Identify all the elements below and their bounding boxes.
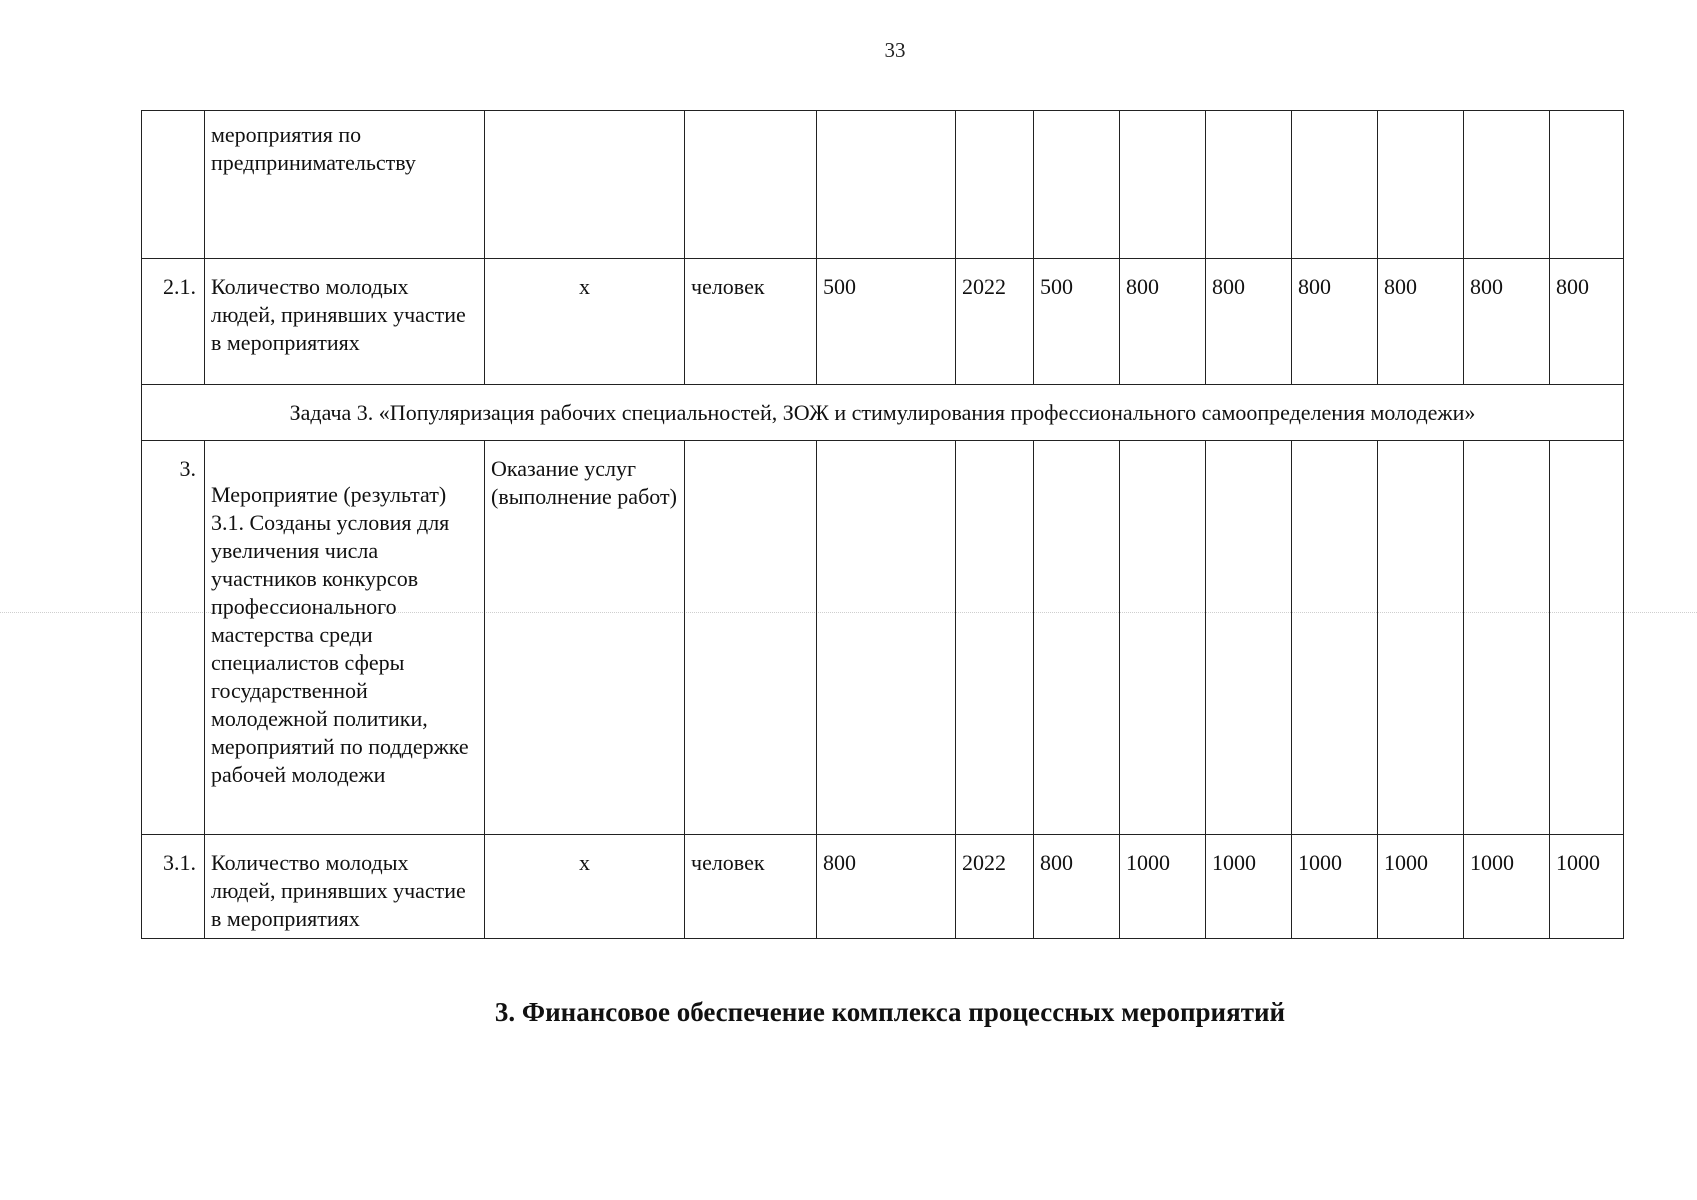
- cell-year-value: 800: [1464, 259, 1550, 385]
- cell-year-value: [1550, 441, 1624, 835]
- cell-year-value: [1378, 111, 1464, 259]
- cell-type: х: [485, 835, 685, 939]
- cell-year-value: 1000: [1378, 835, 1464, 939]
- cell-name: [205, 441, 485, 835]
- cell-year-value: [1464, 111, 1550, 259]
- table-row-2-1: [142, 259, 1624, 385]
- cell-base-value: [817, 111, 956, 259]
- cell-name: мероприятия по предпринимательству: [205, 111, 485, 259]
- cell-unit: человек: [685, 259, 817, 385]
- cell-year-value: [1550, 111, 1624, 259]
- cell-year-value: [1378, 441, 1464, 835]
- cell-year-value: [1292, 441, 1378, 835]
- cell-year-value: 800: [1292, 259, 1378, 385]
- cell-year-value: [1464, 441, 1550, 835]
- cell-num: 3.: [142, 441, 205, 835]
- table-row-3-1: [142, 835, 1624, 939]
- table-row-3: [142, 441, 1624, 835]
- cell-unit: человек: [685, 835, 817, 939]
- cell-year-value: 1000: [1292, 835, 1378, 939]
- cell-year-value: 1000: [1550, 835, 1624, 939]
- event-title: Мероприятие (результат) 3.1. Созданы условия для увеличения числа участников конкурсов профессионального мастерства среди специалистов сферы государственной молодежной политики, мероприятий по поддержке рабочей молодежи: [211, 482, 469, 787]
- cell-year-value: 1000: [1120, 835, 1206, 939]
- cell-year-value: 800: [1378, 259, 1464, 385]
- cell-num: [142, 111, 205, 259]
- task-heading: Задача 3. «Популяризация рабочих специальностей, ЗОЖ и стимулирования профессионального самоопределения молодежи»: [142, 385, 1624, 441]
- cell-year-value: 800: [1120, 259, 1206, 385]
- cell-year-value: 500: [1034, 259, 1120, 385]
- cell-base-year: 2022: [956, 835, 1034, 939]
- cell-base-year: [956, 111, 1034, 259]
- cell-base-value: 800: [817, 835, 956, 939]
- cell-year-value: [1120, 441, 1206, 835]
- cell-name: Количество молодых людей, принявших участие в мероприятиях: [205, 835, 485, 939]
- cell-base-value: 500: [817, 259, 956, 385]
- table-row-task-3: [142, 385, 1624, 441]
- cell-unit: [685, 111, 817, 259]
- cell-year-value: [1034, 111, 1120, 259]
- indicators-table: [141, 110, 1624, 939]
- cell-num: 2.1.: [142, 259, 205, 385]
- cell-num: 3.1.: [142, 835, 205, 939]
- cell-year-value: 1000: [1206, 835, 1292, 939]
- cell-year-value: [1206, 111, 1292, 259]
- section-heading: 3. Финансовое обеспечение комплекса процессных мероприятий: [494, 997, 1286, 1027]
- cell-year-value: 1000: [1464, 835, 1550, 939]
- table-row-continuation: [142, 111, 1624, 259]
- cell-type: Оказание услуг (выполнение работ): [485, 441, 685, 835]
- page-number: 33: [884, 38, 906, 62]
- cell-year-value: [1206, 441, 1292, 835]
- cell-year-value: [1120, 111, 1206, 259]
- cell-base-value: [817, 441, 956, 835]
- cell-year-value: [1292, 111, 1378, 259]
- cell-type: [485, 111, 685, 259]
- cell-type: х: [485, 259, 685, 385]
- cell-year-value: 800: [1034, 835, 1120, 939]
- cell-year-value: [1034, 441, 1120, 835]
- cell-year-value: 800: [1550, 259, 1624, 385]
- cell-name: Количество молодых людей, принявших участие в мероприятиях: [205, 259, 485, 385]
- cell-base-year: [956, 441, 1034, 835]
- cell-unit: [685, 441, 817, 835]
- cell-year-value: 800: [1206, 259, 1292, 385]
- cell-base-year: 2022: [956, 259, 1034, 385]
